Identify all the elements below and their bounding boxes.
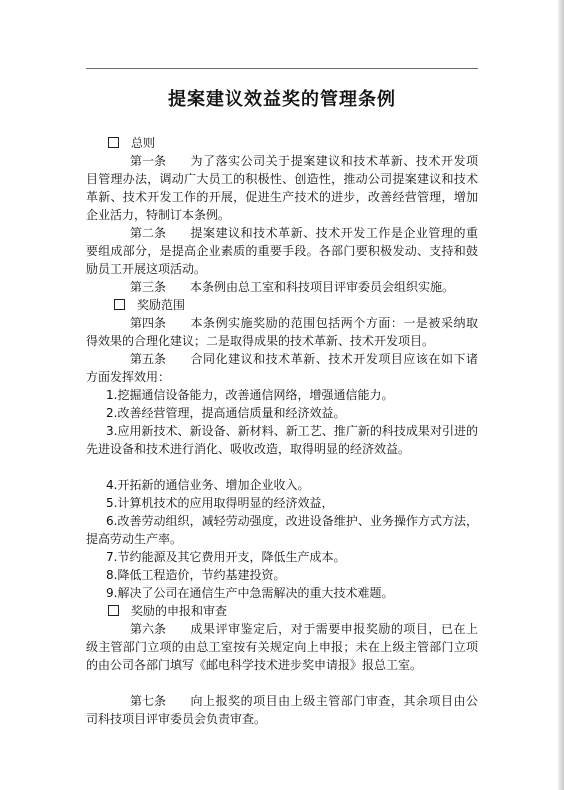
- article-7: [86, 692, 478, 728]
- list-item: 5.计算机技术的应用取得明显的经济效益，: [106, 496, 334, 510]
- article-4: [86, 314, 478, 350]
- article-text: 为了落实公司关于提案建议和技术革新、技术开发项目管理办法，调动广大员工的积极性、创造性，推动公司提案建议和技术革新、技术开发工作的开展，促进生产技术的进步，改善经营管理，增加企业活力，特制订本条例。: [86, 154, 478, 222]
- checkbox-square-icon: [114, 299, 125, 310]
- list-item: 7.节约能源及其它费用开支，降低生产成本。: [106, 550, 346, 564]
- article-text: 提案建议和技术革新、技术开发工作是企业管理的重要组成部分，是提高企业素质的重要手段。各部门要积极发动、支持和鼓励员工开展这项活动。: [86, 226, 478, 276]
- article-6: [86, 620, 478, 674]
- list-item: 1.挖掘通信设备能力，改善通信网络，增强通信能力。: [106, 388, 394, 402]
- article-number: 第五条: [130, 352, 167, 366]
- article-number: 第二条: [130, 226, 167, 240]
- blank-line: [86, 674, 478, 692]
- article-3: [86, 278, 478, 296]
- document-body: [86, 134, 478, 728]
- checkbox-square-icon: [108, 605, 119, 616]
- article-number: 第六条: [130, 622, 167, 636]
- list-item: 2.改善经营管理，提高通信质量和经济效益。: [106, 406, 346, 420]
- section-heading-scope: [86, 296, 478, 314]
- section-heading-general: [86, 134, 478, 152]
- page-edge-shadow: [558, 0, 564, 790]
- article-number: 第一条: [130, 154, 167, 168]
- article-text: 向上报奖的项目由上级主管部门审查，其余项目由公司科技项目评审委员会负责审查。: [86, 694, 478, 726]
- section-label: 奖励范围: [137, 298, 186, 312]
- article-number: 第三条: [130, 280, 167, 294]
- list-item: 6.改善劳动组织，减轻劳动强度，改进设备维护、业务操作方式方法，提高劳动生产率。: [86, 514, 478, 546]
- list-item: 3.应用新技术、新设备、新材料、新工艺、推广新的科技成果对引进的先进设备和技术进行消化、吸收改造，取得明显的经济效益。: [86, 424, 478, 456]
- section-label: 总则: [131, 136, 156, 150]
- section-heading-application: [86, 602, 478, 620]
- article-text: 本条例实施奖励的范围包括两个方面：一是被采纳取得效果的合理化建议；二是取得成果的技术革新、技术开发项目。: [86, 316, 478, 348]
- blank-line: [86, 458, 478, 476]
- article-1: [86, 152, 478, 224]
- article-2: [86, 224, 478, 278]
- list-item: 4.开拓新的通信业务、增加企业收入。: [106, 478, 310, 492]
- article-text: 成果评审鉴定后，对于需要申报奖励的项目，已在上级主管部门立项的由总工室按有关规定向上申报；未在上级主管部门立项的由公司各部门填写《邮电科学技术进步奖申请报》报总工室。: [86, 622, 478, 672]
- section-label: 奖励的申报和审查: [131, 604, 228, 618]
- list-item: 9.解决了公司在通信生产中急需解决的重大技术难题。: [106, 586, 394, 600]
- article-number: 第七条: [130, 694, 167, 708]
- article-5: [86, 350, 478, 386]
- list-item: 8.降低工程造价，节约基建投资。: [106, 568, 286, 582]
- article-text: 合同化建议和技术革新、技术开发项目应该在如下诸方面发挥效用：: [86, 352, 478, 384]
- article-number: 第四条: [130, 316, 167, 330]
- header-rule: [86, 68, 478, 69]
- checkbox-square-icon: [108, 137, 119, 148]
- document-title: 提案建议效益奖的管理条例: [168, 89, 396, 110]
- article-text: 本条例由总工室和科技项目评审委员会组织实施。: [190, 280, 455, 294]
